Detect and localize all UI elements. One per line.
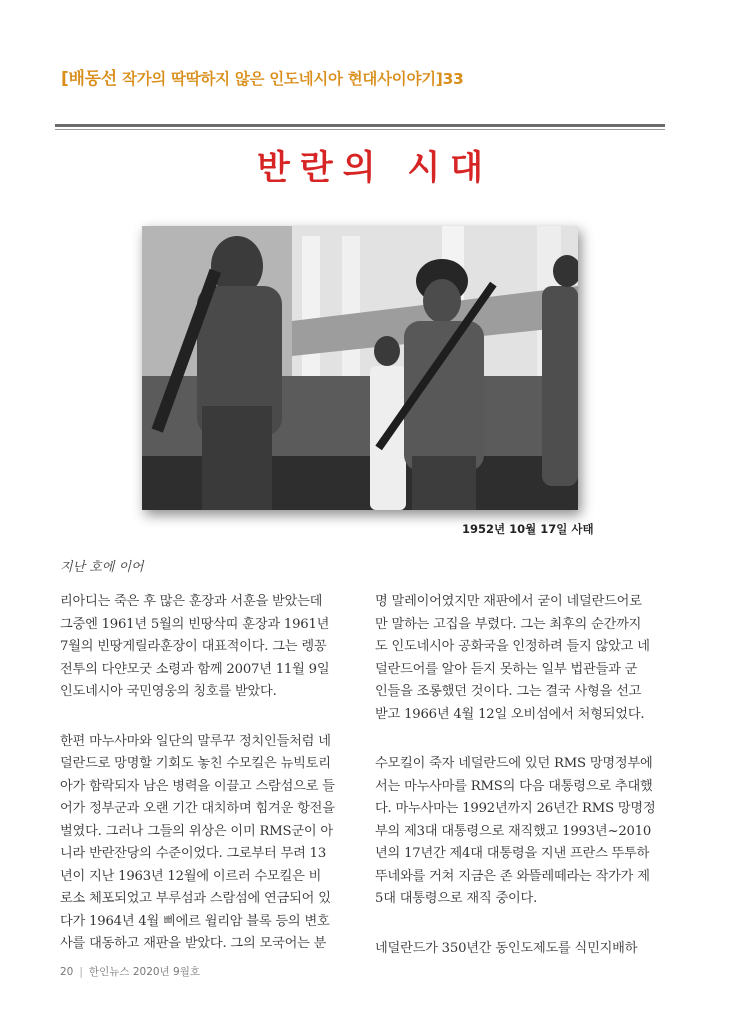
page-number: 20 xyxy=(60,966,74,978)
photo-caption: 1952년 10월 17일 사태 xyxy=(462,522,594,536)
paragraph xyxy=(60,731,352,956)
text-line: 덜란드로 망명할 기회도 놓친 수모킬은 뉴빅토리 xyxy=(60,756,331,771)
paragraph xyxy=(60,591,352,704)
header-rule-thin xyxy=(55,129,665,130)
text-line: 리아디는 죽은 후 많은 훈장과 서훈을 받았는데 xyxy=(60,594,323,609)
text-line: 부의 제3대 대통령으로 재직했고 1993년~2010 xyxy=(375,823,652,839)
continued-note: 지난 호에 이어 xyxy=(60,560,144,575)
article-title: 반란의 시대 xyxy=(256,148,494,188)
text-line: 로소 체포되었고 부루섬과 스람섬에 연금되어 있 xyxy=(60,891,331,906)
text-line: 인도네시아 국민영웅의 칭호를 받았다. xyxy=(60,684,277,699)
series-subtitle: 작가의 딱딱하지 않은 인도네시아 현대사이야기]33 xyxy=(116,70,464,88)
text-line: 만 말하는 고집을 부렸다. 그는 최후의 순간까지 xyxy=(375,616,642,632)
text-line: 전투의 다얀모굿 소령과 함께 2007년 11월 9일 xyxy=(60,661,330,677)
text-line: 수모킬이 죽자 네덜란드에 있던 RMS 망명정부에 xyxy=(375,756,653,771)
paragraph xyxy=(375,591,667,726)
text-line: 덜란드어를 알아 듣지 못하는 일부 법관들과 군 xyxy=(375,661,638,677)
historical-photo xyxy=(142,226,578,510)
text-line: 도 인도네시아 공화국을 인정하려 들지 않았고 네 xyxy=(375,639,650,654)
text-line: 벌였다. 그러나 그들의 위상은 이미 RMS군이 아 xyxy=(60,823,333,839)
page-footer xyxy=(60,964,200,979)
text-line: 어가 정부군과 오랜 기간 대치하며 힘겨운 항전을 xyxy=(60,801,335,816)
paragraph xyxy=(375,753,667,911)
text-line: 사를 대동하고 재판을 받았다. 그의 모국어는 분 xyxy=(60,936,327,951)
text-line: 년의 17년간 제4대 대통령을 지낸 프란스 뚜투하 xyxy=(375,846,650,861)
right-column xyxy=(375,591,667,987)
text-line: 니라 반란잔당의 수준이었다. 그로부터 무려 13 xyxy=(60,846,327,861)
footer-separator: | xyxy=(79,966,83,978)
text-line: 네덜란드가 350년간 동인도제도를 식민지배하 xyxy=(375,940,638,956)
text-line: 아가 함락되자 남은 병력을 이끌고 스람섬으로 들 xyxy=(60,778,335,794)
publication-name: 한인뉴스 2020년 9월호 xyxy=(88,966,200,978)
text-line: 서는 마누사마를 RMS의 다음 대통령으로 추대했 xyxy=(375,778,653,794)
text-line: 5대 대통령으로 재직 중이다. xyxy=(375,891,538,906)
text-line: 7월의 빈땅게릴라훈장이 대표적이다. 그는 렝꽁 xyxy=(60,639,327,654)
text-line: 한편 마누사마와 일단의 말루꾸 정치인들처럼 네 xyxy=(60,733,331,749)
text-line: 다. 마누사마는 1992년까지 26년간 RMS 망명정 xyxy=(375,801,656,816)
series-brand: [배동선 xyxy=(61,69,117,89)
text-line: 그중엔 1961년 5월의 빈땅삭띠 훈장과 1961년 xyxy=(60,616,330,632)
series-heading xyxy=(61,64,701,89)
text-line: 다가 1964년 4월 삐에르 윌리암 블록 등의 변호 xyxy=(60,913,330,929)
paragraph xyxy=(375,938,667,961)
text-line: 년이 지난 1963년 12월에 이르러 수모킬은 비 xyxy=(60,868,322,884)
text-line: 명 말레이어였지만 재판에서 굳이 네덜란드어로 xyxy=(375,594,642,609)
text-line: 뚜네와를 거쳐 지금은 존 와뜰레떼라는 작가가 제 xyxy=(375,868,650,884)
header-rule xyxy=(55,124,665,127)
left-column xyxy=(60,591,352,983)
text-line: 인들을 조롱했던 것이다. 그는 결국 사형을 선고 xyxy=(375,684,642,699)
text-line: 받고 1966년 4월 12일 오비섬에서 처형되었다. xyxy=(375,706,645,722)
